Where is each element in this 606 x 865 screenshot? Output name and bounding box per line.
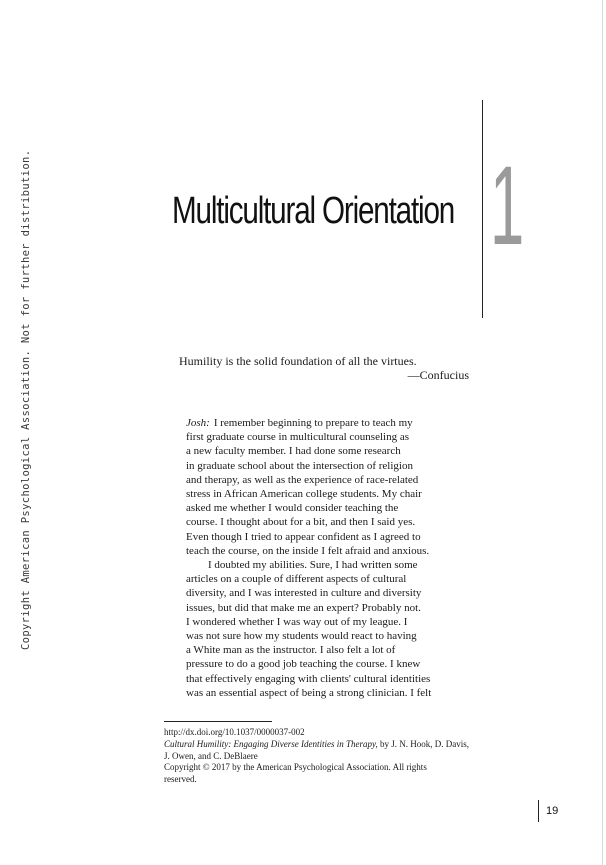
body-line: diversity, and I was interested in culture and diversity (186, 587, 422, 600)
body-line: I doubted my abilities. Sure, I had written some (208, 559, 418, 572)
citation (164, 739, 494, 751)
body-line: in graduate school about the intersection of religion (186, 459, 413, 472)
copyright-line: reserved. (164, 774, 197, 785)
chapter-number: 1 (490, 143, 525, 268)
body-line: a new faculty member. I had done some research (186, 445, 401, 458)
epigraph-attribution: —Confucius (407, 368, 469, 382)
body-line: was not sure how my students would react to having (186, 630, 417, 643)
epigraph-quote: Humility is the solid foundation of all the virtues. (179, 354, 417, 368)
copyright-line: Copyright © 2017 by the American Psychological Association. All rights (164, 762, 427, 773)
speaker-label: Josh: (186, 417, 210, 429)
body-text (186, 416, 476, 700)
body-line: Even though I tried to appear confident as I agreed to (186, 530, 421, 543)
body-line: a White man as the instructor. I also felt a lot of (186, 644, 396, 657)
footnote-divider (164, 721, 272, 722)
body-line: teach the course, on the inside I felt afraid and anxious. (186, 544, 430, 557)
copyright-side-notice: Copyright American Psychological Association. Not for further distribution. (20, 149, 32, 650)
authors: by J. N. Hook, D. Davis, (377, 738, 469, 749)
body-line: course. I thought about for a bit, and then I said yes. (186, 516, 416, 529)
body-line: was an essential aspect of being a strong clinician. I felt (186, 686, 432, 699)
body-line: issues, but did that make me an expert? Probably not. (186, 601, 421, 614)
body-line: and therapy, as well as the experience of race-related (186, 473, 419, 486)
body-line: stress in African American college students. My chair (186, 488, 422, 501)
page-number-divider (538, 800, 539, 822)
body-line: that effectively engaging with clients' cultural identities (186, 672, 431, 685)
body-line: articles on a couple of different aspects of cultural (186, 573, 407, 586)
chapter-divider (482, 100, 483, 318)
page-number: 19 (546, 805, 559, 817)
body-line: Josh: I remember beginning to prepare to teach my (186, 417, 413, 429)
doi-link[interactable]: http://dx.doi.org/10.1037/0000037-002 (164, 727, 305, 737)
chapter-title: Multicultural Orientation (172, 190, 455, 232)
body-line: first graduate course in multicultural counseling as (186, 431, 409, 444)
book-title: Cultural Humility: Engaging Diverse Identities in Therapy, (164, 738, 378, 749)
epigraph (179, 354, 469, 382)
body-line: pressure to do a good job teaching the course. I knew (186, 658, 421, 671)
body-line: I wondered whether I was way out of my league. I (186, 615, 408, 628)
body-line: asked me whether I would consider teaching the (186, 502, 399, 515)
authors-continued: J. Owen, and C. DeBlaere (164, 750, 258, 761)
footnote (164, 727, 494, 786)
